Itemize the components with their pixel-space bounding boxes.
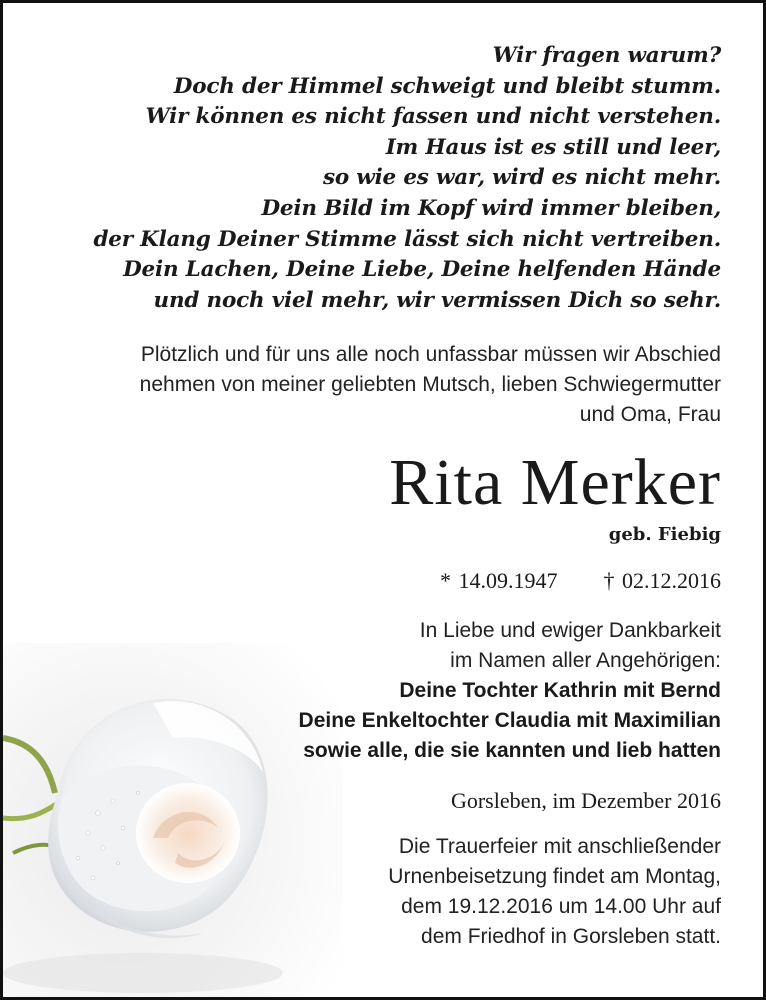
birth-date: * 14.09.1947 — [440, 568, 558, 594]
intro-text — [21, 340, 721, 430]
service-line: Die Trauerfeier mit anschließender — [398, 835, 721, 859]
poem-line: und noch viel mehr, wir vermissen Dich so sehr. — [153, 287, 721, 313]
mourners-line: In Liebe und ewiger Dankbarkeit — [419, 619, 721, 643]
poem-line: Wir fragen warum? — [492, 43, 721, 68]
poem-line: der Klang Deiner Stimme lässt sich nicht vertreiben. — [93, 226, 721, 252]
mourner-name: Deine Enkeltochter Claudia mit Maximilian — [298, 709, 721, 733]
poem-line: Doch der Himmel schweigt und bleibt stumm. — [173, 73, 721, 99]
poem-line: Dein Lachen, Deine Liebe, Deine helfenden Hände — [123, 257, 721, 283]
place-date: Gorsleben, im Dezember 2016 — [450, 788, 721, 814]
poem-line: Im Haus ist es still und leer, — [385, 134, 721, 160]
poem — [21, 41, 721, 316]
intro-line: und Oma, Frau — [579, 403, 721, 427]
maiden-name: geb. Fiebig — [608, 524, 721, 546]
death-date: † 02.12.2016 — [603, 568, 721, 594]
poem-line: so wie es war, wird es nicht mehr. — [322, 165, 721, 191]
life-dates — [21, 566, 721, 596]
mourners-names — [21, 676, 721, 766]
mourners-intro — [21, 616, 721, 676]
service-info — [21, 832, 721, 952]
service-line: Urnenbeisetzung findet am Montag, — [388, 865, 721, 889]
notice-text — [21, 41, 721, 952]
service-line: dem 19.12.2016 um 14.00 Uhr auf — [401, 895, 721, 919]
poem-line: Dein Bild im Kopf wird immer bleiben, — [261, 195, 721, 221]
mourner-name: sowie alle, die sie kannten und lieb hatten — [303, 739, 721, 763]
intro-line: nehmen von meiner geliebten Mutsch, lieben Schwiegermutter — [139, 373, 721, 397]
deceased-name: Rita Merker — [389, 446, 721, 520]
service-line: dem Friedhof in Gorsleben statt. — [421, 925, 721, 949]
mourners-line: im Namen aller Angehörigen: — [450, 649, 721, 673]
intro-line: Plötzlich und für uns alle noch unfassbar müssen wir Abschied — [140, 343, 721, 367]
poem-line: Wir können es nicht fassen und nicht verstehen. — [145, 104, 721, 130]
mourner-name: Deine Tochter Kathrin mit Bernd — [399, 679, 721, 703]
